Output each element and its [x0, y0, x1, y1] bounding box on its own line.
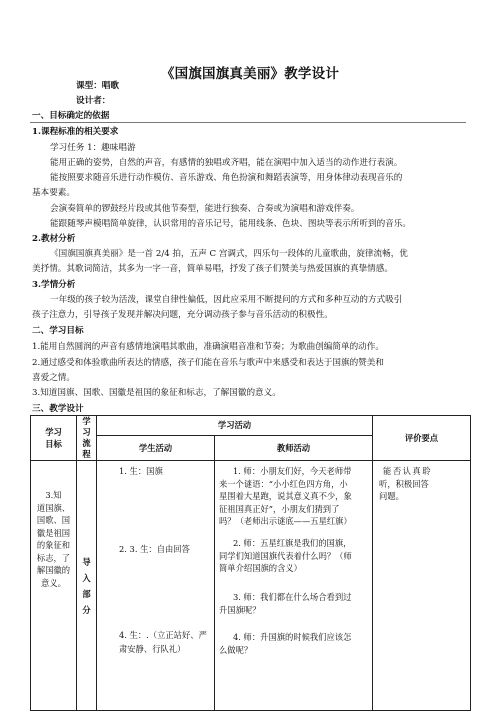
standard-p1: 能用正确的姿势，自然的声音，有感情的独唱或齐唱，能在演唱中加入适当的动作进行表演。 — [50, 158, 403, 168]
teaching-design-table — [30, 415, 471, 711]
section2-heading: 二、学习目标 — [32, 326, 84, 336]
teacher-step-4: 4. 师：升国旗的时候我们应该怎 么做呢？ — [219, 632, 352, 655]
goal-2a: 2.通过感受和体验歌曲所表达的情感，孩子们能在音乐与歌声中来感受和表达于国旗的赞美和 — [32, 358, 384, 368]
student-activity-cell — [97, 461, 215, 711]
student-step-2-3: 2. 3. 生：自由回答 — [119, 544, 190, 554]
header-student-activity: 学生活动 — [97, 436, 215, 461]
student-step-4a: 4. 生：.（立正站好、严 — [119, 630, 207, 640]
goal-1: 1.能用自然圆润的声音有感情地演唱其歌曲，准确演唱音准和节奏；为歌曲创编简单的动作。 — [32, 342, 384, 352]
flow-cell: 导 入 部 分 — [77, 461, 97, 711]
learner-p2: 孩子注意力，引导孩子发现并解决问题，充分调动孩子参与音乐活动的积极性。 — [32, 310, 333, 320]
header-evaluation: 评价要点 — [373, 416, 471, 461]
teacher-step-2: 2. 师：五星红旗是我们的国旗， 同学们知道国旗代表着什么吗？（师 简单介绍国旗的含义） — [219, 538, 352, 573]
learning-task: 学习任务 1：趣味唱游 — [50, 143, 136, 153]
evaluation-cell: 能否认真聆 听，积极回答 问题。 — [373, 461, 471, 711]
teacher-step-1: 1. 师：小朋友们好，今天老师带 来一个谜语：“小小红色四方角，小 星围着大星跑，说其意义真不少，象 征祖国真正好”，小朋友们猜到了 吗？（老师出示谜底——五星红旗） — [219, 466, 352, 526]
standard-p3: 会演奏简单的锣鼓经片段或其他节奏型，能进行独奏、合奏或为演唱和游戏伴奏。 — [50, 204, 360, 214]
teacher-step-3: 3. 师：我们都在什么场合看到过 升国旗呢？ — [219, 592, 352, 615]
goal-2b: 喜爱之情。 — [32, 373, 75, 383]
standard-p4: 能跟随琴声模唱简单旋律，认识常用的音乐记号，能用线条、色块、图块等表示所听到的音乐。 — [50, 219, 411, 229]
standard-p2b: 基本要素。 — [32, 188, 75, 198]
header-teacher-activity: 教师活动 — [215, 436, 373, 461]
material-p1: 《国旗国旗真美丽》是一首 2/4 拍，五声 C 宫调式，四乐句一段体的儿童歌曲，旋律流畅，优 — [50, 249, 408, 259]
header-learning-goal: 学习目标 — [31, 416, 77, 461]
goal-3: 3.知道国旗、国歌、国徽是祖国的象征和标志，了解国徽的意义。 — [32, 388, 281, 398]
learner-p1: 一年级的孩子较为活泼，课堂自律性偏低，因此应采用不断提问的方式和多种互动的方式吸引 — [50, 295, 403, 305]
lesson-type: 课型：唱歌 — [76, 81, 119, 91]
header-learning-flow: 学 习 流 程 — [77, 416, 97, 461]
section1-heading: 一、目标确定的依据 — [32, 111, 110, 121]
learner-subheading: 3.学情分析 — [32, 280, 76, 290]
standard-p2a: 能按照要求随音乐进行动作模仿、音乐游戏、角色扮演和舞蹈表演等，用身体律动表现音乐的 — [50, 173, 403, 183]
header-learning-activity: 学习活动 — [97, 416, 373, 436]
student-step-1: 1. 生：国旗 — [119, 466, 163, 476]
teacher-activity-cell — [215, 461, 373, 711]
designer: 设计者： — [76, 96, 111, 106]
student-step-4b: 肃安静、行队礼） — [119, 644, 186, 654]
section-divider — [30, 122, 466, 123]
section3-heading: 三、教学设计 — [32, 404, 84, 414]
document-title: 《国旗国旗真美丽》教学设计 — [160, 66, 340, 82]
standard-subheading: 1.课程标准的相关要求 — [32, 127, 119, 137]
material-subheading: 2.教材分析 — [32, 234, 76, 244]
material-p2: 美抒情。其歌词简洁，其多为一字一音，简单易唱，抒发了孩子们赞美与热爱国旗的真挚情感。 — [32, 264, 393, 274]
goal-cell: 3.知 道国旗、 国歌、国 徽是祖国 的象征和 标志，了 解国徽的 意义。 — [31, 461, 77, 711]
